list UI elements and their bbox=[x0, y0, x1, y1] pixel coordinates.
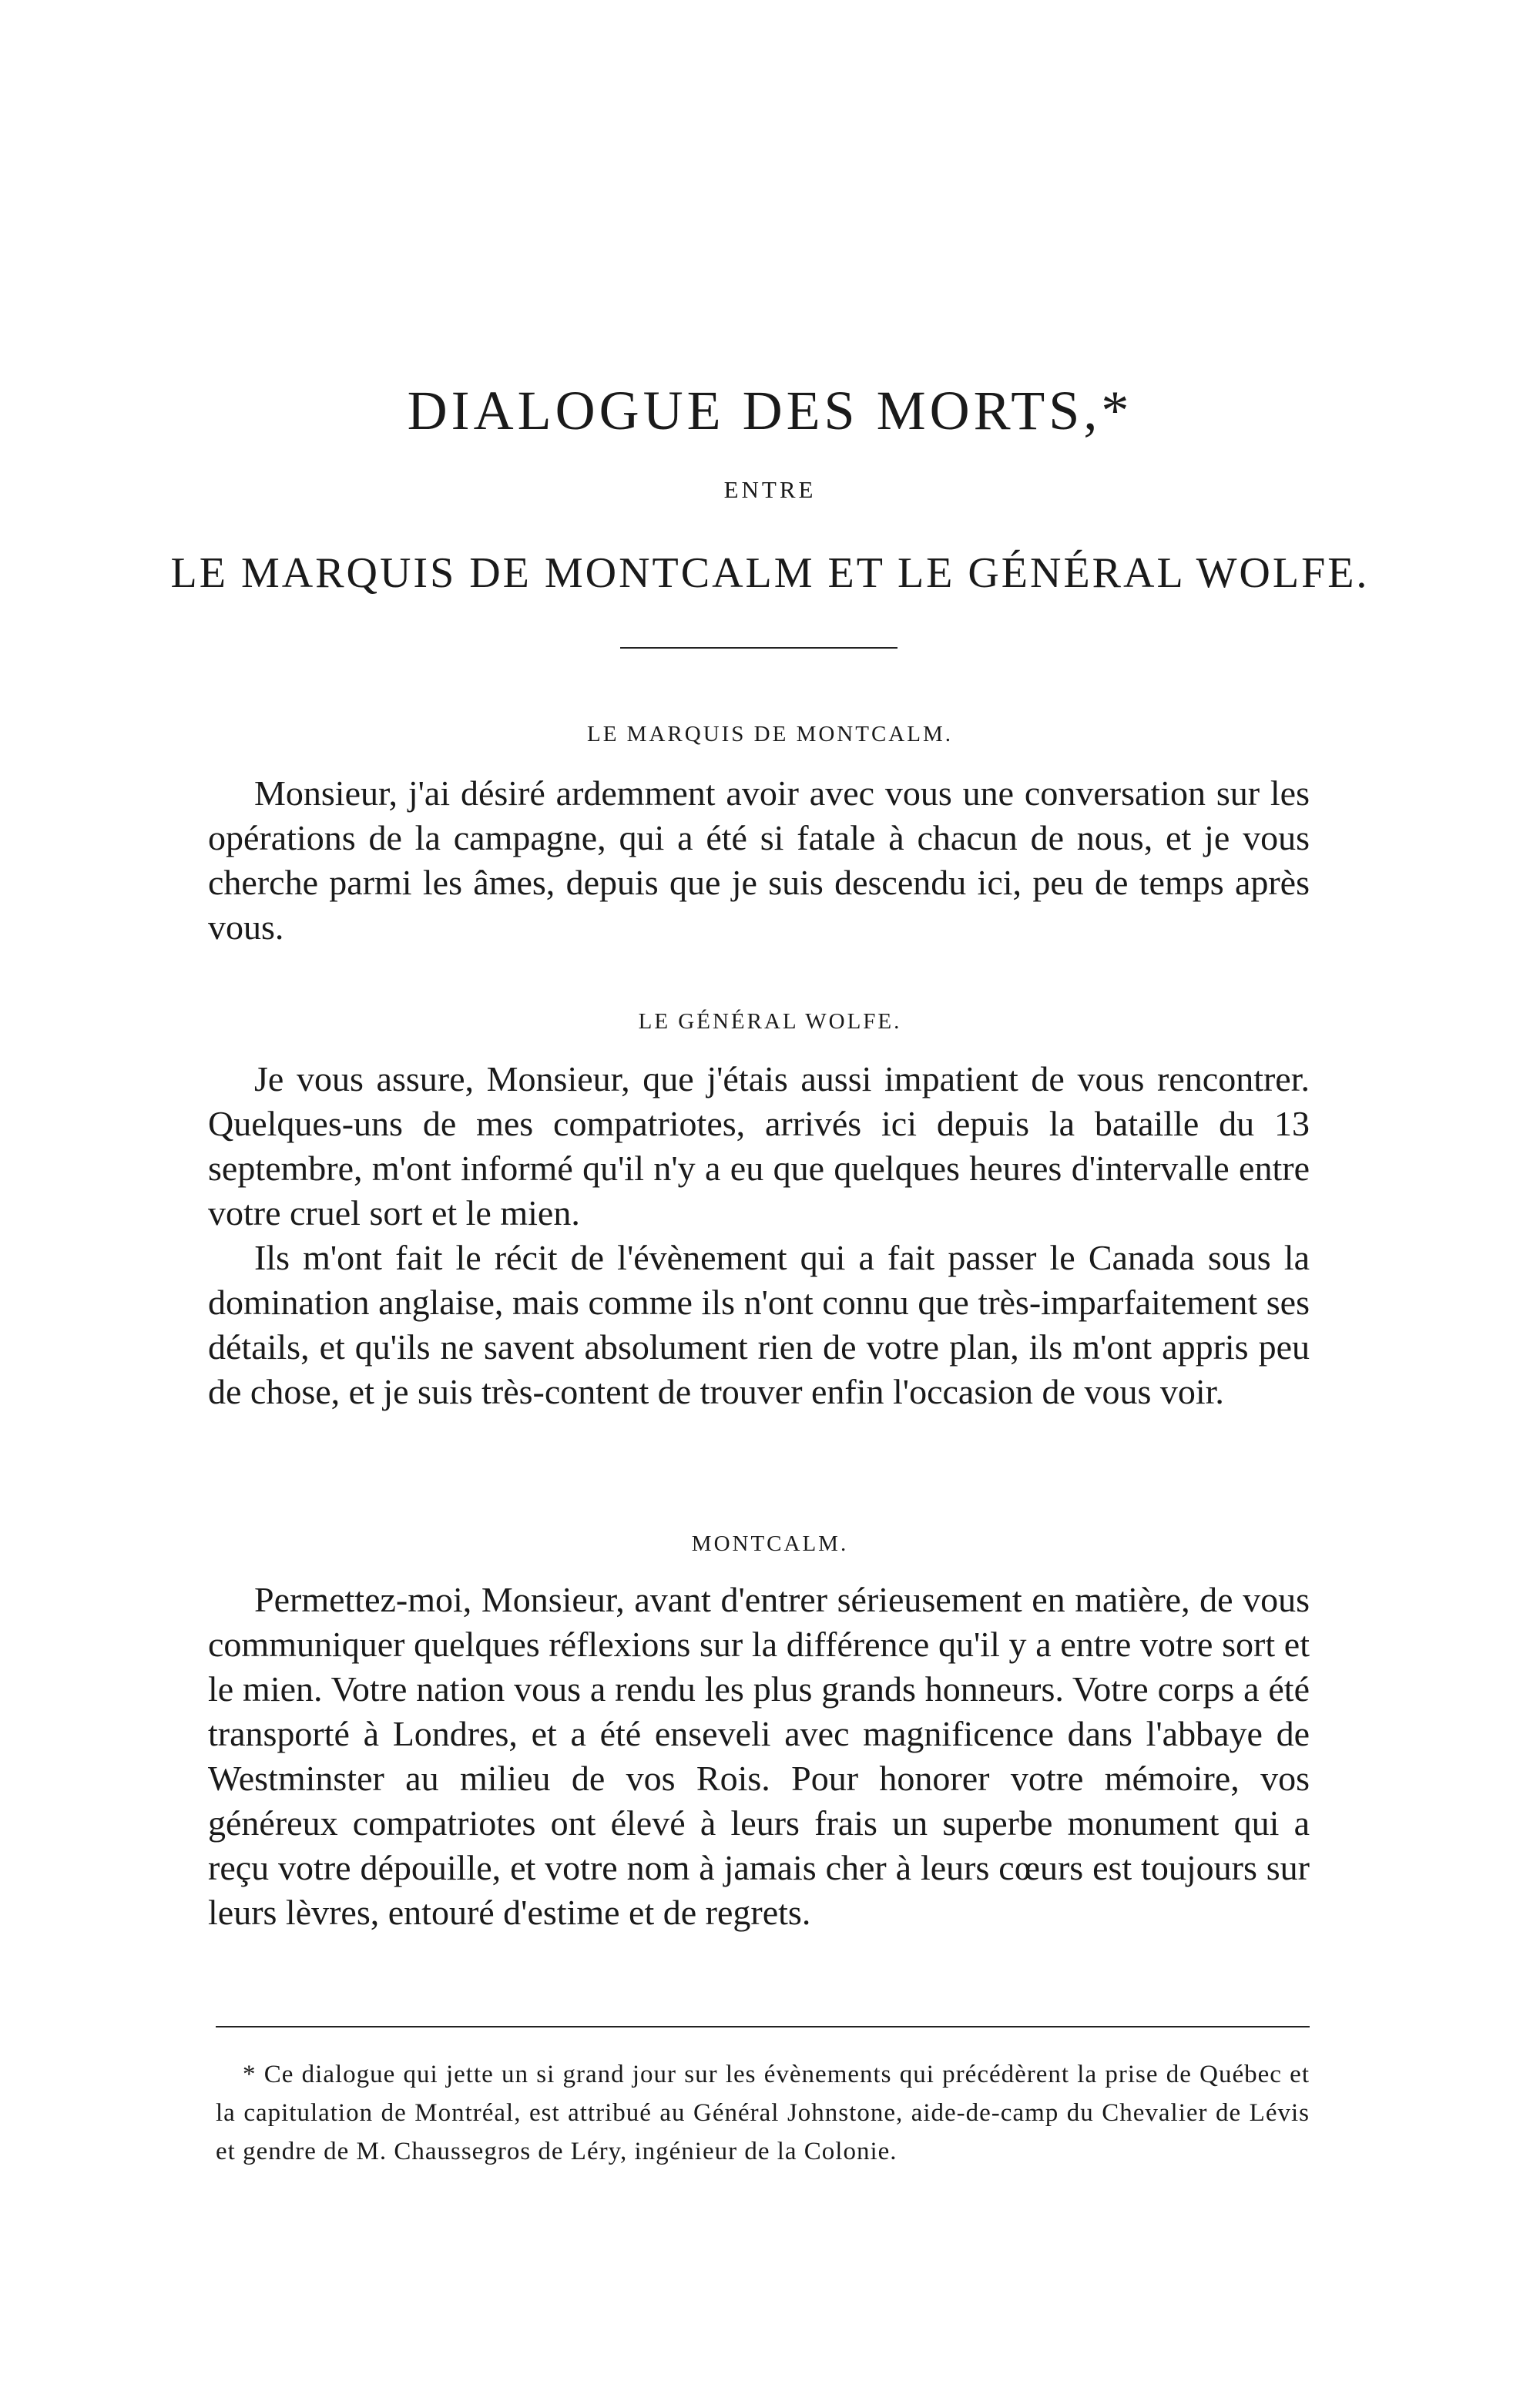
paragraph-montcalm-2: Permettez-moi, Monsieur, avant d'entrer sérieusement en matière, de vous communiquer quelques réflexions sur la différence qu'il y a entre votre sort et le mien. Votre nation vous a rendu les plus grands honneurs. Votre corps a été transporté à Londres, et a été enseveli avec magnificence dans l'abbaye de Westminster au milieu de vos Rois. Pour honorer votre mémoire, vos généreux compatriotes ont élevé à leurs frais un superbe monument qui a reçu votre dépouille, et votre nom à jamais cher à leurs cœurs est toujours sur leurs lèvres, entouré d'estime et de regrets. bbox=[208, 1580, 1310, 1932]
speaker-heading-montcalm-2: MONTCALM. bbox=[691, 1531, 849, 1556]
footnote: * Ce dialogue qui jette un si grand jour sur les évènements qui précédèrent la prise de Québec et la capitulation de Montréal, est attribué au Général Johnstone, aide-de-camp du Chevalier de Lévis et gendre de M. Chaussegros de Léry, ingénieur de la Colonie. bbox=[216, 2061, 1310, 2165]
title-divider bbox=[620, 647, 897, 649]
speaker-heading-wolfe: LE GÉNÉRAL WOLFE. bbox=[638, 1009, 902, 1034]
speaker-heading-montcalm: LE MARQUIS DE MONTCALM. bbox=[587, 722, 953, 746]
footnote-divider bbox=[216, 2026, 1310, 2027]
title-connector: ENTRE bbox=[723, 476, 817, 503]
page-title: DIALOGUE DES MORTS,* bbox=[407, 380, 1133, 441]
paragraph-montcalm-1: Monsieur, j'ai désiré ardemment avoir avec vous une conversation sur les opérations de la campagne, qui a été si fatale à chacun de nous, et je vous cherche parmi les âmes, depuis que je suis descendu ici, peu de temps après vous. bbox=[208, 773, 1310, 947]
paragraph-wolfe-1: Je vous assure, Monsieur, que j'étais aussi impatient de vous rencontrer. Quelques-uns de mes compatriotes, arrivés ici depuis la bataille du 13 septembre, m'ont informé qu'il n'y a eu que quelques heures d'intervalle entre votre cruel sort et le mien. bbox=[208, 1059, 1310, 1233]
paragraph-wolfe-2: Ils m'ont fait le récit de l'évènement qui a fait passer le Canada sous la domination anglaise, mais comme ils n'ont connu que très-imparfaitement ses détails, et qu'ils ne savent absolument rien de votre plan, ils m'ont appris peu de chose, et je suis très-content de trouver enfin l'occasion de vous voir. bbox=[208, 1238, 1310, 1411]
page-subtitle: LE MARQUIS DE MONTCALM ET LE GÉNÉRAL WOLFE. bbox=[170, 549, 1370, 597]
